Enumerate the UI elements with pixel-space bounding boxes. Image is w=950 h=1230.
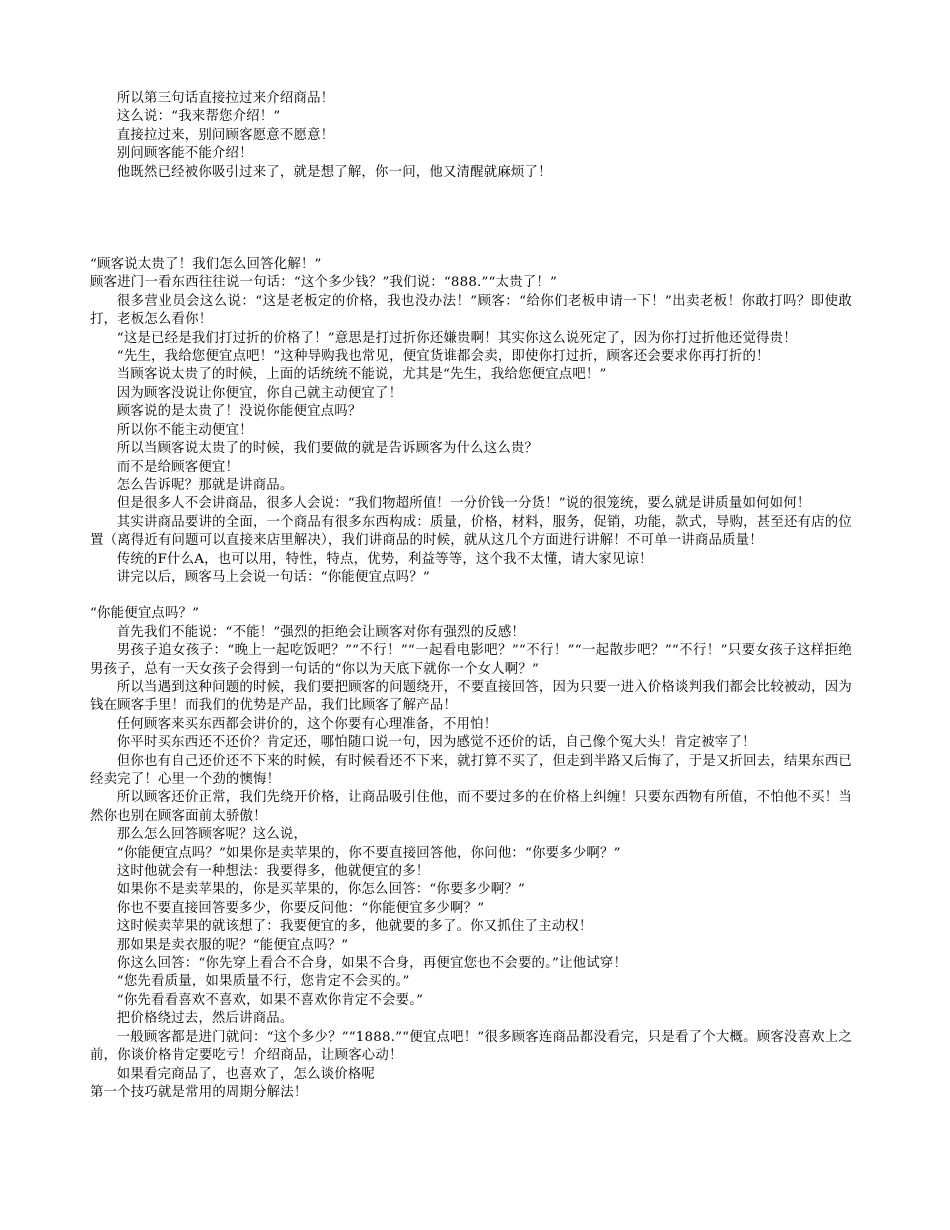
paragraph: 但是很多人不会讲商品，很多人会说：“我们物超所值！一分价钱一分货！”说的很笼统，要么就是讲质量如何如何！ bbox=[116, 496, 811, 512]
paragraph: 如果你不是卖苹果的，你是买苹果的，你怎么回答：“你要多少啊？” bbox=[116, 882, 526, 898]
paragraph: “先生，我给您便宜点吧！”这种导购我也常见，便宜货谁都会卖，即使你打过折，顾客还会要求你再打折的！ bbox=[116, 349, 770, 365]
paragraph: “你先看看喜欢不喜欢，如果不喜欢你肯定不会要。” bbox=[116, 992, 424, 1008]
paragraph: “你能便宜点吗？”如果你是卖苹果的，你不要直接回答他，你问他：“你要多少啊？” bbox=[116, 845, 621, 861]
paragraph: 男孩子追女孩子：“晚上一起吃饭吧？”“不行！”“一起看电影吧？”“不行！”“一起散步吧？”“不行！”只要女孩子这样拒绝男孩子，总有一天女孩子会得到一句话的“你以为天底下就你一个女人啊？” bbox=[90, 643, 852, 677]
paragraph: 讲完以后，顾客马上会说一句话：“你能便宜点吗？” bbox=[116, 569, 430, 585]
paragraph: 所以你不能主动便宜！ bbox=[116, 422, 253, 438]
paragraph: “您先看质量，如果质量不行，您肯定不会买的。” bbox=[116, 974, 410, 990]
paragraph: 直接拉过来，别问顾客愿意不愿意！ bbox=[116, 127, 335, 143]
paragraph: 你平时买东西还不还价？肯定还，哪怕随口说一句，因为感觉不还价的话，自己像个冤大头！肯定被宰了！ bbox=[116, 735, 756, 751]
paragraph: 别问顾客能不能介绍！ bbox=[116, 146, 253, 162]
paragraph: 所以顾客还价正常，我们先绕开价格，让商品吸引住他，而不要过多的在价格上纠缠！只要东西物有所值，不怕他不买！当然你也别在顾客面前太骄傲！ bbox=[90, 790, 852, 824]
closing-line: 第一个技巧就是常用的周期分解法！ bbox=[90, 1084, 308, 1100]
section-intro-products bbox=[90, 90, 852, 182]
section-can-be-cheaper bbox=[90, 605, 852, 1102]
paragraph: 这么说：“我来帮您介绍！” bbox=[116, 109, 281, 125]
section-heading: “你能便宜点吗？” bbox=[90, 606, 200, 622]
section-heading: “顾客说太贵了！我们怎么回答化解！” bbox=[90, 257, 322, 273]
paragraph: 传统的F什么A，也可以用，特性，特点，优势，利益等等，这个我不太懂，请大家见谅！ bbox=[116, 551, 653, 567]
paragraph: 把价格绕过去，然后讲商品。 bbox=[116, 1011, 294, 1027]
paragraph: 首先我们不能说：“不能！”强烈的拒绝会让顾客对你有强烈的反感！ bbox=[116, 624, 526, 640]
paragraph: 当顾客说太贵了的时候，上面的话统统不能说，尤其是“先生，我给您便宜点吧！” bbox=[116, 367, 607, 383]
paragraph: 所以当顾客说太贵了的时候，我们要做的就是告诉顾客为什么这么贵？ bbox=[116, 441, 539, 457]
paragraph: 你这么回答：“你先穿上看合不合身，如果不合身，再便宜您也不会要的。”让他试穿！ bbox=[116, 956, 628, 972]
paragraph: 很多营业员会这么说：“这是老板定的价格，我也没办法！”顾客：“给你们老板申请一下！”出卖老板！你敢打吗？即使敢打，老板怎么看你！ bbox=[90, 293, 852, 328]
paragraph: 所以第三句话直接拉过来介绍商品！ bbox=[116, 91, 335, 106]
paragraph: 所以当遇到这种问题的时候，我们要把顾客的问题绕开，不要直接回答，因为只要一进入价格谈判我们都会比较被动，因为钱在顾客手里！而我们的优势是产品，我们比顾客了解产品！ bbox=[90, 679, 852, 714]
paragraph: 怎么告诉呢？那就是讲商品。 bbox=[116, 477, 294, 493]
section-spacer bbox=[90, 587, 852, 605]
paragraph: 因为顾客没说让你便宜，你自己就主动便宜了！ bbox=[116, 385, 403, 401]
section-too-expensive bbox=[90, 256, 852, 587]
paragraph: 那么怎么回答顾客呢？这么说， bbox=[116, 827, 308, 843]
paragraph: 这时候卖苹果的就该想了：我要便宜的多，他就要的多了。你又抓住了主动权！ bbox=[116, 919, 593, 935]
paragraph: 顾客进门一看东西往往说一句话：“这个多少钱？”我们说：“888.”“太贵了！” bbox=[90, 275, 558, 291]
paragraph: 一般顾客都是进门就问：“这个多少？”“1888.”“便宜点吧！”很多顾客连商品都没看完，只是看了个大概。顾客没喜欢上之前，你谈价格肯定要吃亏！介绍商品，让顾客心动！ bbox=[90, 1029, 852, 1064]
paragraph: 顾客说的是太贵了！没说你能便宜点吗？ bbox=[116, 404, 362, 420]
paragraph: “这是已经是我们打过折的价格了！”意思是打过折你还嫌贵啊！其实你这么说死定了，因为你打过折他还觉得贵！ bbox=[116, 330, 797, 346]
paragraph: 其实讲商品要讲的全面，一个商品有很多东西构成：质量，价格，材料，服务，促销，功能，款式，导购，甚至还有店的位置（离得近有问题可以直接来店里解决），我们讲商品的时候，就从这几个方面进行讲解！不可单一讲商品质量！ bbox=[90, 514, 852, 549]
paragraph: 你也不要直接回答要多少，你要反问他：“你能便宜多少啊？” bbox=[116, 900, 485, 916]
paragraph: 而不是给顾客便宜！ bbox=[116, 459, 240, 475]
paragraph: 但你也有自己还价还不下来的时候，有时候看还不下来，就打算不买了，但走到半路又后悔了，于是又折回去，结果东西已经卖完了！心里一个劲的懊悔！ bbox=[90, 753, 852, 787]
paragraph: 这时他就会有一种想法：我要得多，他就便宜的多！ bbox=[116, 864, 430, 880]
document-page bbox=[90, 90, 852, 1102]
paragraph: 如果看完商品了，也喜欢了，怎么谈价格呢 bbox=[116, 1066, 376, 1082]
paragraph: 任何顾客来买东西都会讲价的，这个你要有心理准备，不用怕！ bbox=[116, 716, 498, 732]
paragraph: 他既然已经被你吸引过来了，就是想了解，你一问，他又清醒就麻烦了！ bbox=[116, 164, 552, 180]
section-spacer bbox=[90, 182, 852, 256]
paragraph: 那如果是卖衣服的呢？“能便宜点吗？” bbox=[116, 937, 349, 953]
